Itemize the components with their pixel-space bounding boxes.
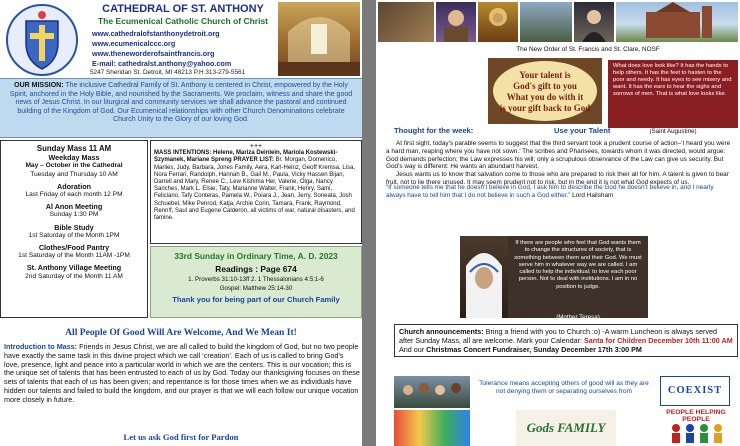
group-photo <box>394 376 470 408</box>
mission-text: The inclusive Cathedral Family of St. Anthony is centered in Christ, empowered by the Holy Spirit, anchored in the Holy Bible, and nourished by the Sacraments. We proclaim, witness and share the good news of Jesus Christ. In our liturgical and community services we shall advance the pastoral and continued building of the Kingdom of God. Our Ecumenical relationships with other Church Denominations celebrate Church Unity to the Glory of our loving God. <box>9 82 353 124</box>
hailsham-quote <box>386 184 734 200</box>
saint-clare-portrait <box>574 2 614 42</box>
mission-statement <box>0 78 362 138</box>
mother-teresa-quote: If there are people who feel that God wants them to change the structures of society, that is something between them and their God. We must serve him in whatever way we are called. I am called to help the individual; to love each poor person. Not to deal with institutions. I am in no position to judge. <box>508 236 648 318</box>
sunday-mass-time: Sunday Mass 11 AM <box>36 144 112 153</box>
augustine-attribution: (Saint Augustine) <box>649 128 697 135</box>
website-link-neworder[interactable]: www.theneworderofsaintfrancis.org <box>92 49 215 58</box>
augustine-quote: What does love look like? It has the hands to help others. It has the feet to hasten to the poor and needy. It has eyes to see misery and want. It has the ears to hear the sighs and sorrows of men. That is what love looks like. <box>608 60 738 128</box>
introduction-to-mass <box>4 343 360 405</box>
reflection-paragraph-2: Jesus wants us to know that salvation come to those who are prepared to risk their all for him. A talent is given to bear fruit, not to lie there unused. It may seem prudent not to risk, but in the end it is not what God expects of us. <box>386 171 729 186</box>
first-readings: 1. Proverbs 31:10-13ff 2. 1 Thessalonians 4:5:1-6 <box>188 276 324 283</box>
thought-label: Thought for the week: <box>394 126 474 135</box>
svg-text:is your gift back to God: is your gift back to God <box>499 103 591 113</box>
intro-text: Friends in Jesus Christ, we are all called to build the kingdom of God, but no two people have exactly the same task in this divine project which we call ‘creation’. Each of us is called to bring God’s love, presence, light and peace into a particular world in which we are the centers. This is our vocation; this is the unique set of talents that has been entrusted to each of us by God. Today our thanksgiving focuses on these sets of talents that each of us has been given; and repentance is for those times when we as individuals have hidden our talents and failed to build the kingdom, and our prayer is that we will each follow our unique vocation more closely in future. <box>4 342 360 404</box>
weekday-mass-title: Weekday Mass <box>48 153 100 163</box>
welcome-children-banner <box>394 410 470 446</box>
weekly-reflection <box>386 140 734 187</box>
tolerance-message: Tolerance means accepting others of good will as they are not denying them or separating ourselves from <box>479 380 649 395</box>
mission-label: OUR MISSION: <box>14 82 64 89</box>
alanon-time: Sunday 1:30 PM <box>49 211 99 219</box>
reflection-paragraph-1: At first sight, today’s parable seems to suggest that the third servant took a prudent course of action–‘I heard you were a hard man, reaping where you have not sown.’ The scribes and Pharisees, towards whom it was directed, would argue: God demands perfection; the Law expresses his will; only a scrupulous observance of the Law can give us security. But God’s way is different: He wants an abundant harvest. <box>386 140 731 171</box>
hailsham-attribution: Lord Hailsham <box>570 191 614 199</box>
intentions-label: MASS INTENTIONS: <box>154 150 212 157</box>
helping-hands-icon <box>666 420 726 444</box>
bible-study-time: 1st Saturday of the Month 1PM <box>28 231 120 239</box>
pantry-title: Clothes/Food Pantry <box>38 243 110 253</box>
website-link-ecumenical[interactable]: www.ecumenicalccc.org <box>92 39 176 48</box>
svg-text:Your talent is: Your talent is <box>519 70 571 80</box>
weekday-mass-days: Tuesday and Thursday 10 AM <box>30 170 118 178</box>
liturgical-sunday-title: 33rd Sunday in Ordinary Time, A. D. 2023 <box>174 251 338 261</box>
cathedral-crest-logo <box>4 3 80 77</box>
village-meeting-title: St. Anthony Village Meeting <box>26 263 122 273</box>
santa-event: Santa for Children December 10th 11:00 AM <box>583 336 733 345</box>
coexist-logo-text: COEXIST <box>667 385 723 396</box>
gathering-photo <box>520 2 572 42</box>
svg-text:What you do with it: What you do with it <box>506 92 584 102</box>
saint-portrait-icon <box>436 2 476 42</box>
announcements-join: And our <box>399 345 427 354</box>
bulletin-page-left <box>0 0 362 446</box>
intro-label: Introduction to Mass: <box>4 342 78 351</box>
village-meeting-time: 2nd Saturday of the Month 11 AM <box>25 272 123 280</box>
people-helping-people-logo: PEOPLE HELPING PEOPLE <box>666 409 726 423</box>
bible-study-title: Bible Study <box>54 222 94 232</box>
svg-text:God's gift to you: God's gift to you <box>513 81 577 91</box>
weekday-mass-season: May – October in the Cathedral <box>25 162 123 170</box>
email-address[interactable]: E-mail: cathedralst.anthony@yahoo.com <box>92 59 232 68</box>
announcements-text: Bring a friend with you to Church :o) -A warm Luncheon is always served after Sunday Mass, all are welcome. Mark your Calendar: <box>399 327 717 345</box>
mother-teresa-attribution: (Mother Teresa) <box>556 314 600 321</box>
talent-gift-graphic <box>488 58 602 124</box>
mass-intentions-box <box>150 140 362 244</box>
thank-you-note: Thank you for being part of our Church Family <box>172 295 340 304</box>
cathedral-exterior-photo <box>616 2 738 42</box>
website-link-cathedral[interactable]: www.cathedralofstanthonydetroit.org <box>92 29 220 38</box>
adoration-title: Adoration <box>57 181 91 191</box>
gods-family-graphic <box>516 410 616 446</box>
mother-teresa-photo <box>460 236 508 318</box>
alanon-title: Al Anon Meeting <box>45 202 103 212</box>
cathedral-title: CATHEDRAL OF ST. ANTHONY <box>102 3 264 15</box>
announcements-label: Church announcements: <box>399 327 484 336</box>
church-address: 5247 Sheridan St. Detroit, MI 48213 P.H 313-279-5561 <box>90 69 246 76</box>
pantry-time: 1st Saturday of the Month 11AM -1PM <box>18 252 130 260</box>
bulletin-page-right <box>376 0 740 446</box>
thought-title: Use your Talent <box>554 126 611 135</box>
church-subtitle: The Ecumenical Catholic Church of Christ <box>97 16 269 26</box>
welcome-heading: All People Of Good Will Are Welcome, And We Mean It! <box>65 327 297 338</box>
religious-icon-image <box>478 2 518 42</box>
saint-francis-painting <box>378 2 434 42</box>
church-announcements-box <box>394 324 738 357</box>
intentions-marker: +++ <box>249 143 263 150</box>
cathedral-interior-photo <box>278 2 360 76</box>
schedule-box <box>0 140 148 318</box>
pardon-heading: Let us ask God first for Pardon <box>123 432 239 442</box>
adoration-time: Last Friday of each month 12 PM <box>25 191 123 199</box>
sunday-readings-box <box>150 246 362 318</box>
gospel-reading: Gospel: Matthew 25:14-30 <box>219 285 293 292</box>
religious-order-name: The New Order of St. Francis and St. Clare, NOSF <box>516 46 660 53</box>
coexist-logo <box>660 376 730 406</box>
prayer-list: Br. Morgan, Domenico, Marlies, Judy, Barbara, Jones Family, Aera, Karl-Heinz, Geoff Kremsa, Lisa, Nora Ferrari, Randolph, Hannah B., Gail M., Paula, Vicky Hassen Bijan, Darrell and Mary, Renee C., Lew Kishima Her, Valerie, Olga, Nancy Sanches, Mark L. Elsie, Taty, Marianne Walter, Frank, Henry, Sami, Feliciano, Tafy Conteras, Pamela W., Poiara J., Jean, Jerry, Soneata, Josh Schuebel, Mike Penrod, Katja, Archie Corin, Tamara, Frank, Raymond, Renn!f, Saul and Eugene Calderon, all victims of war, natural disasters, and famine. <box>154 157 356 222</box>
intention-names: Helene, Mariza Deinlein, Mariola Kostewski-Szymanek, Mariane Spreng PRAYER LIST: <box>154 150 338 164</box>
christmas-concert-event: Christmas Concert Fundraiser, Sunday December 17th 3:00 PM <box>426 345 642 354</box>
hailsham-quote-text: “If someone tells me that he doesn’t believe in God, I ask him to describe the God he doesn’t believe in, and I nearly always have to tell him that I do not believe in such a God either.” <box>386 184 714 199</box>
gods-family-text: Gods FAMILY <box>526 420 606 435</box>
readings-page: Readings : Page 674 <box>215 264 297 274</box>
